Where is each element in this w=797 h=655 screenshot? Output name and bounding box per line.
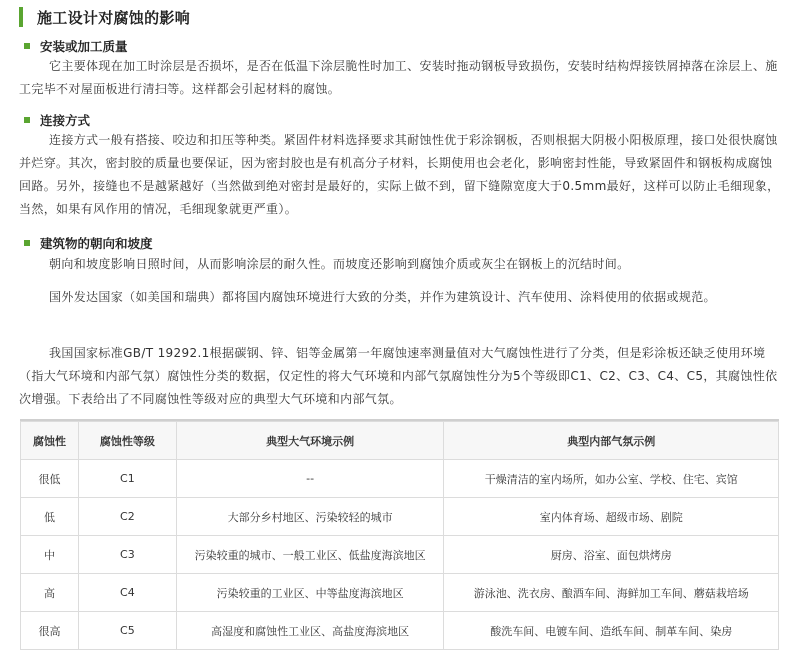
paragraph-national-standard: 我国国家标准GB/T 19292.1根据碳钢、锌、铝等金属第一年腐蚀速率测量值对大气腐蚀性进行了分类，但是彩涂板还缺乏使用环境（指大气环境和内部气氛）腐蚀性分类的数据，仅定性的将大气环境和内部气氛腐蚀性分为5个等级即C1、C2、C3、C4、C5，其腐蚀性依次增强。下表给出了不同腐蚀性等级对应的典型大气环境和内部气氛。 [19,346,778,406]
table-row [21,612,779,650]
paragraph-orientation: 朝向和坡度影响日照时间，从而影响涂层的耐久性。而坡度还影响到腐蚀介质或灰尘在钢板上的沉结时间。 [49,257,630,271]
bullet-square-icon [24,117,30,123]
page-title: 施工设计对腐蚀的影响 [37,8,191,27]
cell-corrosivity: 很高 [21,612,79,650]
table-row [21,574,779,612]
section-heading-installation [24,37,128,55]
section-heading-connection [24,111,90,129]
bullet-square-icon [24,43,30,49]
cell-atmosphere: 高湿度和腐蚀性工业区、高盐度海滨地区 [176,612,444,650]
cell-atmosphere: -- [176,460,444,498]
section-heading-text: 连接方式 [40,113,91,128]
cell-atmosphere: 大部分乡村地区、污染较轻的城市 [176,498,444,536]
corrosivity-table [20,421,779,650]
cell-level: C2 [78,498,176,536]
title-accent-bar [19,7,23,27]
bullet-square-icon [24,240,30,246]
page-title-row [19,6,190,28]
cell-atmosphere: 污染较重的工业区、中等盐度海滨地区 [176,574,444,612]
cell-indoor: 干燥清洁的室内场所，如办公室、学校、住宅、宾馆 [444,460,779,498]
table-row [21,498,779,536]
header-indoor-example: 典型内部气氛示例 [444,422,779,460]
cell-level: C4 [78,574,176,612]
paragraph-connection: 连接方式一般有搭接、咬边和扣压等种类。紧固件材料选择要求其耐蚀性优于彩涂钢板，否则根据大阴极小阳极原理，接口处很快腐蚀并烂穿。其次，密封胶的质量也要保证，因为密封胶也是有机高分子材料，长期使用也会老化，影响密封性能，导致紧固件和钢板构成腐蚀回路。另外，接缝也不是越紧越好（当然做到绝对密封是最好的，实际上做不到，留下缝隙宽度大于0.5mm最好，这样可以防止毛细现象，当然，如果有风作用的情况，毛细现象就更严重）。 [19,133,780,216]
header-atmosphere-example: 典型大气环境示例 [176,422,444,460]
cell-corrosivity: 高 [21,574,79,612]
table-row [21,460,779,498]
cell-corrosivity: 中 [21,536,79,574]
paragraph-foreign-classification: 国外发达国家（如美国和瑞典）都将国内腐蚀环境进行大致的分类，并作为建筑设计、汽车使用、涂料使用的依据或规范。 [49,290,716,304]
cell-level: C3 [78,536,176,574]
table-row [21,536,779,574]
header-corrosivity: 腐蚀性 [21,422,79,460]
header-corrosivity-level: 腐蚀性等级 [78,422,176,460]
cell-indoor: 室内体育场、超级市场、剧院 [444,498,779,536]
cell-corrosivity: 低 [21,498,79,536]
cell-indoor: 酸洗车间、电镀车间、造纸车间、制革车间、染房 [444,612,779,650]
cell-corrosivity: 很低 [21,460,79,498]
paragraph-installation: 它主要体现在加工时涂层是否损坏，是否在低温下涂层脆性时加工、安装时拖动钢板导致损伤，安装时结构焊接铁屑掉落在涂层上、施工完毕不对屋面板进行清扫等。这样都会引起材料的腐蚀。 [19,59,778,96]
cell-level: C1 [78,460,176,498]
cell-indoor: 游泳池、洗衣房、酿酒车间、海鲜加工车间、蘑菇栽培场 [444,574,779,612]
cell-level: C5 [78,612,176,650]
section-heading-text: 建筑物的朝向和坡度 [40,236,153,251]
section-heading-orientation [24,234,153,252]
cell-atmosphere: 污染较重的城市、一般工业区、低盐度海滨地区 [176,536,444,574]
section-heading-text: 安装或加工质量 [40,39,128,54]
table-header-row [21,422,779,460]
cell-indoor: 厨房、浴室、面包烘烤房 [444,536,779,574]
